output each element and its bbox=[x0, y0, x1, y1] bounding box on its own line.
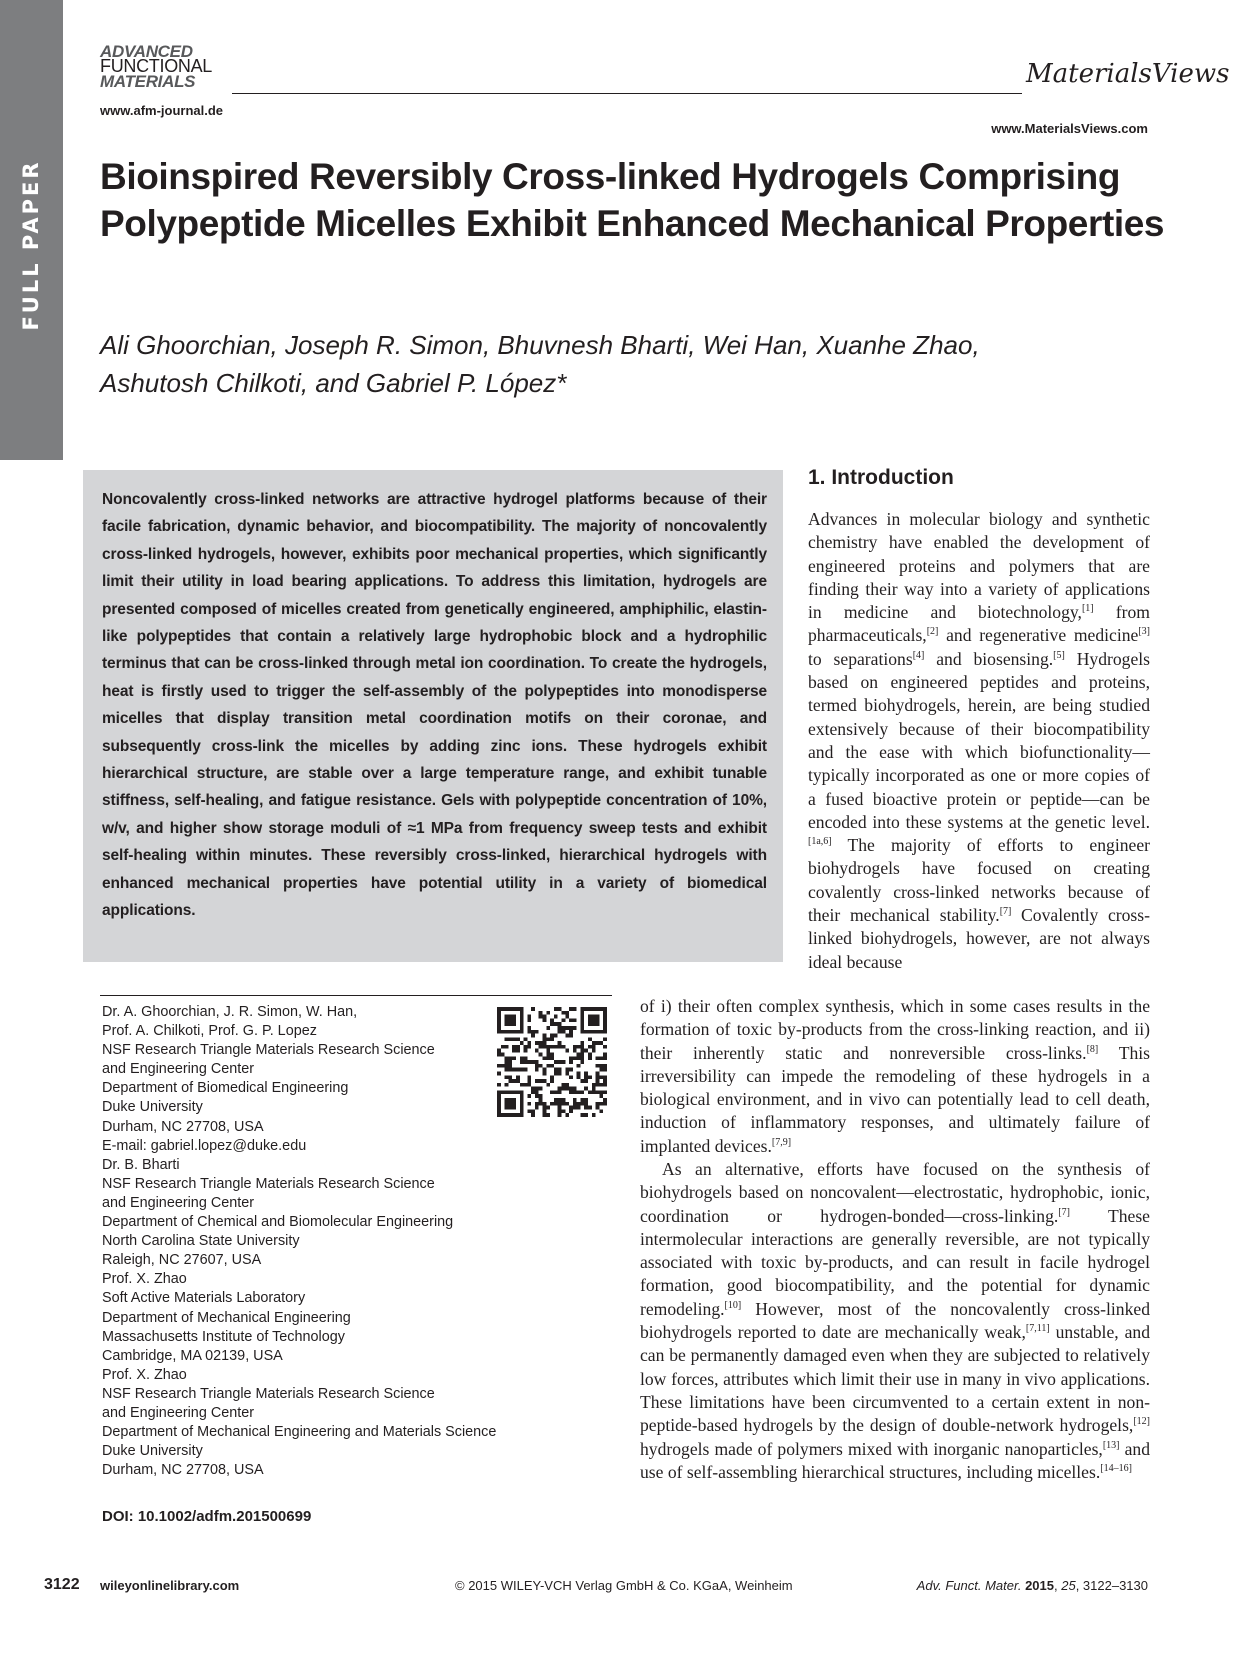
qr-code-icon[interactable] bbox=[497, 1007, 607, 1117]
page-number: 3122 bbox=[44, 1576, 80, 1593]
citation-volume: 25 bbox=[1061, 1578, 1076, 1593]
abstract-box bbox=[83, 470, 783, 962]
affiliation-line: Durham, NC 27708, USA bbox=[102, 1462, 264, 1479]
email-link[interactable]: E-mail: gabriel.lopez@duke.edu bbox=[102, 1137, 307, 1154]
citation-ref[interactable]: [13] bbox=[1102, 1439, 1120, 1451]
affiliation-line: Dr. A. Ghoorchian, J. R. Simon, W. Han, bbox=[102, 1004, 358, 1020]
journal-logo-line: MATERIALS bbox=[100, 72, 196, 91]
affiliation-rule bbox=[100, 995, 612, 996]
affiliation-line: and Engineering Center bbox=[102, 1194, 255, 1211]
affiliation-line: Cambridge, MA 02139, USA bbox=[102, 1347, 283, 1364]
affiliation-line: and Engineering Center bbox=[102, 1061, 255, 1078]
citation-ref[interactable]: [3] bbox=[1138, 626, 1150, 638]
journal-url[interactable]: www.afm-journal.de bbox=[100, 103, 224, 118]
intro-paragraph-1-continued: of i) their often complex synthesis, which in some cases results in the formation of toxic by-products from the cross-linking reaction, and ii) their inherently static and nonreversible cross-links.[8] This irreversibility can impede the remodeling of these hydrogels in a biological environment, and in vivo can potentially lead to cell death, induction of inflammatory responses, and ultimately failure of implanted devices.[7,9] bbox=[640, 996, 1151, 1156]
citation-ref[interactable]: [7,11] bbox=[1025, 1323, 1050, 1335]
section-heading-introduction: 1. Introduction bbox=[808, 466, 954, 489]
citation-ref[interactable]: [8] bbox=[1086, 1043, 1099, 1055]
journal-logo bbox=[100, 44, 230, 89]
affiliation-line: Prof. X. Zhao bbox=[102, 1366, 187, 1383]
citation-ref[interactable]: [7] bbox=[999, 906, 1012, 918]
footer-copyright: © 2015 WILEY-VCH Verlag GmbH & Co. KGaA, Weinheim bbox=[455, 1578, 793, 1593]
affiliation-line: and Engineering Center bbox=[102, 1404, 255, 1421]
citation-year: 2015 bbox=[1025, 1578, 1054, 1593]
citation-ref[interactable]: [7] bbox=[1058, 1206, 1070, 1218]
affiliation-line: Durham, NC 27708, USA bbox=[102, 1118, 264, 1135]
affiliation-line: Duke University bbox=[102, 1443, 203, 1460]
abstract-text: Noncovalently cross-linked networks are attractive hydrogel platforms because of their facile fabrication, dynamic behavior, and biocompatibility. The majority of noncovalently cross-linked hydrogels, however, exhibits poor mechanical properties, which significantly limit their utility in load bearing applications. To address this limitation, hydrogels are presented composed of micelles created from genetically engineered, amphiphilic, elastin-like polypeptides that contain a relatively large hydrophobic block and a hydrophilic terminus that can be cross-linked through metal ion coordination. To create the hydrogels, heat is firstly used to trigger the self-assembly of the polypeptides into monodisperse micelles that display transition metal coordination motifs on their coronae, and subsequently cross-link the micelles by adding zinc ions. These hydrogels exhibit hierarchical structure, are stable over a large temperature range, and exhibit tunable stiffness, self-healing, and fatigue resistance. Gels with polypeptide concentration of 10%, w/v, and higher show storage moduli of ≈1 MPa from frequency sweep tests and exhibit self-healing within minutes. These reversibly cross-linked, hierarchical hydrogels with enhanced mechanical properties have potential utility in a variety of biomedical applications. bbox=[102, 491, 767, 920]
affiliation-line: NSF Research Triangle Materials Research Science bbox=[102, 1042, 435, 1059]
citation-ref[interactable]: [4] bbox=[912, 649, 925, 661]
paper-title: Bioinspired Reversibly Cross-linked Hydrogels Comprising Polypeptide Micelles Exhibit Enhanced Mechanical Properties bbox=[100, 156, 1165, 244]
author-line: Ali Ghoorchian, Joseph R. Simon, Bhuvnesh Bharti, Wei Han, Xuanhe Zhao, bbox=[100, 330, 980, 360]
author-line: Ashutosh Chilkoti, and Gabriel P. López* bbox=[100, 368, 567, 398]
journal-abbrev: Adv. Funct. Mater. bbox=[916, 1578, 1022, 1593]
intro-paragraph-1-column: Advances in molecular biology and synthetic chemistry have enabled the development of engineered proteins and polymers that are finding their way into a variety of applications in medicine and biotechnology,[1] from pharmaceuticals,[2] and regenerative medicine[3] to separations[4] and biosensing.[5] Hydrogels based on engineered peptides and proteins, termed biohydrogels, herein, are being studied extensively because of their biocompatibility and the ease with which biofunctionality—typically incorporated as one or more copies of a fused bioactive protein or peptide—can be encoded into these systems at the genetic level.[1a,6] The majority of efforts to engineer biohydrogels have focused on creating covalently cross-linked networks because of their mechanical stability.[7] Covalently cross-linked biohydrogels, however, are not always ideal because bbox=[808, 509, 1150, 972]
citation-ref[interactable]: [7,9] bbox=[771, 1136, 792, 1148]
materials-views-logo bbox=[1022, 52, 1230, 116]
affiliation-line: Massachusetts Institute of Technology bbox=[102, 1328, 345, 1345]
citation-ref[interactable]: [5] bbox=[1053, 649, 1065, 661]
citation-pages: 3122–3130 bbox=[1082, 1578, 1148, 1593]
publisher-url[interactable]: www.MaterialsViews.com bbox=[991, 121, 1148, 136]
affiliation-line: Department of Chemical and Biomolecular Engineering bbox=[102, 1214, 454, 1231]
section-tab bbox=[0, 0, 63, 460]
citation-ref[interactable]: [14–16] bbox=[1100, 1462, 1132, 1474]
citation-ref[interactable]: [12] bbox=[1133, 1416, 1150, 1428]
citation-ref[interactable]: [1a,6] bbox=[808, 836, 832, 848]
journal-logo-line: ADVANCED bbox=[100, 42, 193, 61]
affiliation-line: Dr. B. Bharti bbox=[102, 1156, 180, 1173]
affiliation-line: NSF Research Triangle Materials Research Science bbox=[102, 1385, 435, 1402]
affiliation-line: NSF Research Triangle Materials Research Science bbox=[102, 1175, 435, 1192]
affiliation-line: Prof. X. Zhao bbox=[102, 1271, 187, 1288]
author-list bbox=[100, 326, 1100, 402]
intro-paragraph-2: As an alternative, efforts have focused on the synthesis of biohydrogels based on noncovalent—electrostatic, hydrophobic, ionic, coordination or hydrogen-bonded—cross-linking.[7] These intermolecular interactions are generally reversible, are not typically associated with toxic by-products, and can result in facile hydrogel formation, good biocompatibility, and the potential for dynamic remodeling.[10] However, most of the noncovalently cross-linked biohydrogels reported to date are mechanically weak,[7,11] unstable, and can be permanently damaged even when they are subjected to relatively low forces, attributes which limit their use in many in vivo applications. These limitations have been circumvented to a certain extent in non-peptide-based hydrogels by the design of double-network hydrogels,[12] hydrogels made of polymers mixed with inorganic nanoparticles,[13] and use of self-assembling hierarchical structures, including micelles.[14–16] bbox=[640, 1159, 1150, 1482]
affiliation-line: Department of Mechanical Engineering bbox=[102, 1309, 351, 1326]
citation-ref[interactable]: [2] bbox=[926, 626, 939, 638]
logo-text-materials: MaterialsViews bbox=[1026, 59, 1230, 89]
section-tab-label: FULL PAPER bbox=[19, 159, 43, 331]
footer-citation: Adv. Funct. Mater. 2015, 25, 3122–3130 bbox=[916, 1578, 1148, 1593]
affiliation-line: North Carolina State University bbox=[102, 1233, 300, 1250]
doi-link[interactable]: DOI: 10.1002/adfm.201500699 bbox=[102, 1508, 312, 1525]
affiliation-line: Raleigh, NC 27607, USA bbox=[102, 1252, 262, 1269]
footer-url[interactable]: wileyonlinelibrary.com bbox=[100, 1578, 240, 1593]
affiliation-line: Department of Mechanical Engineering and Materials Science bbox=[102, 1424, 497, 1441]
affiliation-line: Prof. A. Chilkoti, Prof. G. P. Lopez bbox=[102, 1023, 317, 1040]
affiliation-line: Soft Active Materials Laboratory bbox=[102, 1290, 306, 1307]
header-rule bbox=[232, 93, 1022, 94]
affiliation-line: Department of Biomedical Engineering bbox=[102, 1080, 349, 1097]
citation-ref[interactable]: [1] bbox=[1081, 603, 1094, 615]
citation-ref[interactable]: [10] bbox=[724, 1299, 742, 1311]
affiliation-line: Duke University bbox=[102, 1099, 203, 1116]
journal-logo-line: FUNCTIONAL bbox=[100, 56, 213, 76]
